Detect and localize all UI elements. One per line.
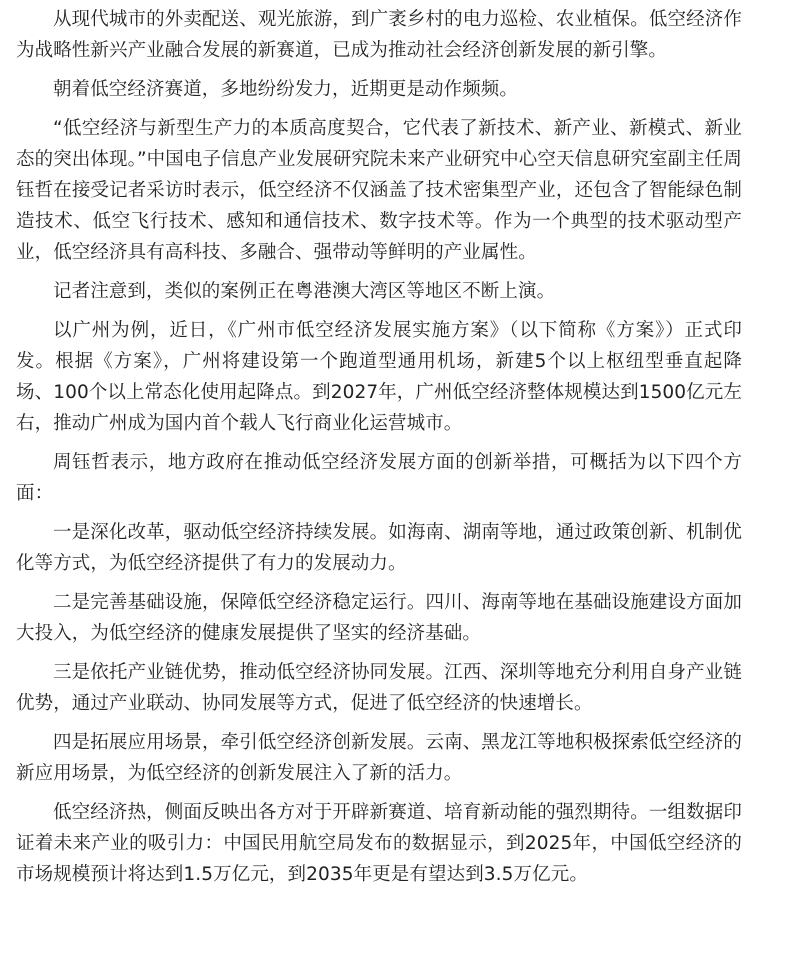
paragraph-aspect-one: 一是深化改革，驱动低空经济持续发展。如海南、湖南等地，通过政策创新、机制优化等方式，为低空经济提供了有力的发展动力。 xyxy=(16,522,742,574)
paragraph-guangzhou-plan: 以广州为例，近日，《广州市低空经济发展实施方案》（以下简称《方案》）正式印发。根据《方案》，广州将建设第一个跑道型通用机场，新建5个以上枢纽型垂直起降场、100个以上常态化使用起降点。到2027年，广州低空经济整体规模达到1500亿元左右，推动广州成为国内首个载人飞行商业化运营城市。 xyxy=(16,320,742,434)
article-body xyxy=(0,4,742,890)
paragraph-bay-area: 记者注意到，类似的案例正在粤港澳大湾区等地区不断上演。 xyxy=(53,281,556,302)
paragraph-aspect-three: 三是依托产业链优势，推动低空经济协同发展。江西、深圳等地充分利用自身产业链优势，通过产业联动、协同发展等方式，促进了低空经济的快速增长。 xyxy=(16,662,742,714)
paragraph-four-aspects: 周钰哲表示，地方政府在推动低空经济发展方面的创新举措，可概括为以下四个方面： xyxy=(16,452,742,504)
paragraph-market-outlook: 低空经济热，侧面反映出各方对于开辟新赛道、培育新动能的强烈期待。一组数据印证着未来产业的吸引力：中国民用航空局发布的数据显示，到2025年，中国低空经济的市场规模预计将达到1.5万亿元，到2035年更是有望达到3.5万亿元。 xyxy=(16,802,742,885)
paragraph-intro: 从现代城市的外卖配送、观光旅游，到广袤乡村的电力巡检、农业植保。低空经济作为战略性新兴产业融合发展的新赛道，已成为推动社会经济创新发展的新引擎。 xyxy=(16,9,742,61)
paragraph-aspect-four: 四是拓展应用场景，牵引低空经济创新发展。云南、黑龙江等地积极探索低空经济的新应用场景，为低空经济的创新发展注入了新的活力。 xyxy=(16,732,742,784)
paragraph-aspect-two: 二是完善基础设施，保障低空经济稳定运行。四川、海南等地在基础设施建设方面加大投入，为低空经济的健康发展提供了坚实的经济基础。 xyxy=(16,592,742,644)
paragraph-expert-quote: “低空经济与新型生产力的本质高度契合，它代表了新技术、新产业、新模式、新业态的突出体现。”中国电子信息产业发展研究院未来产业研究中心空天信息研究室副主任周钰哲在接受记者采访时表示，低空经济不仅涵盖了技术密集型产业，还包含了智能绿色制造技术、低空飞行技术、感知和通信技术、数字技术等。作为一个典型的技术驱动型产业，低空经济具有高科技、多融合、强带动等鲜明的产业属性。 xyxy=(16,118,742,263)
paragraph-regions-push: 朝着低空经济赛道，多地纷纷发力，近期更是动作频频。 xyxy=(53,79,519,100)
